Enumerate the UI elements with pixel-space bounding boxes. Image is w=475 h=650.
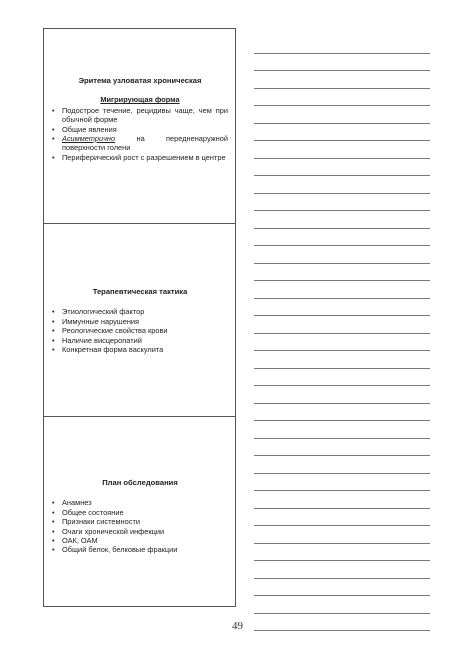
bullet-list bbox=[52, 106, 228, 162]
note-line bbox=[254, 89, 430, 107]
note-line bbox=[254, 211, 430, 229]
bullet-list bbox=[52, 498, 228, 554]
note-line bbox=[254, 299, 430, 317]
list-item: • Реологические свойства крови bbox=[52, 326, 228, 335]
note-line bbox=[254, 264, 430, 282]
slide-title: Терапевтическая тактика bbox=[92, 287, 188, 296]
emphasis-text: Асимметрично bbox=[62, 134, 116, 144]
note-line bbox=[254, 334, 430, 352]
note-line bbox=[254, 404, 430, 422]
list-item: • ОАК, ОАМ bbox=[52, 536, 228, 545]
note-line bbox=[254, 246, 430, 264]
list-item: • Общие явления bbox=[52, 125, 228, 134]
slide-subtitle: Мигрирующая форма bbox=[100, 95, 180, 105]
note-line bbox=[254, 474, 430, 492]
note-line bbox=[254, 106, 430, 124]
page-number: 49 bbox=[232, 620, 243, 632]
list-item: • Периферический рост с разрешением в центре bbox=[52, 153, 228, 162]
list-item: • Общий белок, белковые фракции bbox=[52, 545, 228, 554]
slide-therapeutic-tactics bbox=[44, 223, 235, 416]
slide-title: План обследования bbox=[102, 478, 178, 487]
list-item: • Подострое течение, рецидивы чаще, чем при обычной форме bbox=[52, 106, 228, 125]
bullet-list bbox=[52, 307, 228, 354]
note-line bbox=[254, 561, 430, 579]
note-line bbox=[254, 159, 430, 177]
list-item: • Общее состояние bbox=[52, 508, 228, 517]
notes-lines-area bbox=[254, 36, 430, 631]
list-item: • Этиологический фактор bbox=[52, 307, 228, 316]
list-item: • Конкретная форма васкулита bbox=[52, 345, 228, 354]
note-line bbox=[254, 194, 430, 212]
list-item: • Иммунные нарушения bbox=[52, 317, 228, 326]
note-line bbox=[254, 596, 430, 614]
note-line bbox=[254, 141, 430, 159]
note-line bbox=[254, 491, 430, 509]
note-line bbox=[254, 544, 430, 562]
note-line bbox=[254, 124, 430, 142]
note-line bbox=[254, 351, 430, 369]
note-line bbox=[254, 421, 430, 439]
list-item: • Анамнез bbox=[52, 498, 228, 507]
list-item-text: на передненаружной поверхности голени bbox=[62, 134, 228, 153]
note-line bbox=[254, 71, 430, 89]
list-item bbox=[52, 134, 228, 153]
list-item: • Признаки системности bbox=[52, 517, 228, 526]
note-line bbox=[254, 439, 430, 457]
note-line bbox=[254, 386, 430, 404]
note-line bbox=[254, 369, 430, 387]
note-line bbox=[254, 579, 430, 597]
slide-column bbox=[43, 28, 236, 607]
note-line bbox=[254, 509, 430, 527]
note-line bbox=[254, 36, 430, 54]
slide-title: Эритема узловатая хроническая bbox=[78, 76, 202, 85]
note-line bbox=[254, 54, 430, 72]
note-line bbox=[254, 526, 430, 544]
list-item: • Наличие висцеропатий bbox=[52, 336, 228, 345]
note-line bbox=[254, 281, 430, 299]
slide-erythema-nodosum bbox=[44, 29, 235, 223]
note-line bbox=[254, 316, 430, 334]
slide-examination-plan bbox=[44, 416, 235, 607]
note-line bbox=[254, 176, 430, 194]
note-line bbox=[254, 229, 430, 247]
list-item: • Очаги хронической инфекции bbox=[52, 527, 228, 536]
note-line bbox=[254, 456, 430, 474]
